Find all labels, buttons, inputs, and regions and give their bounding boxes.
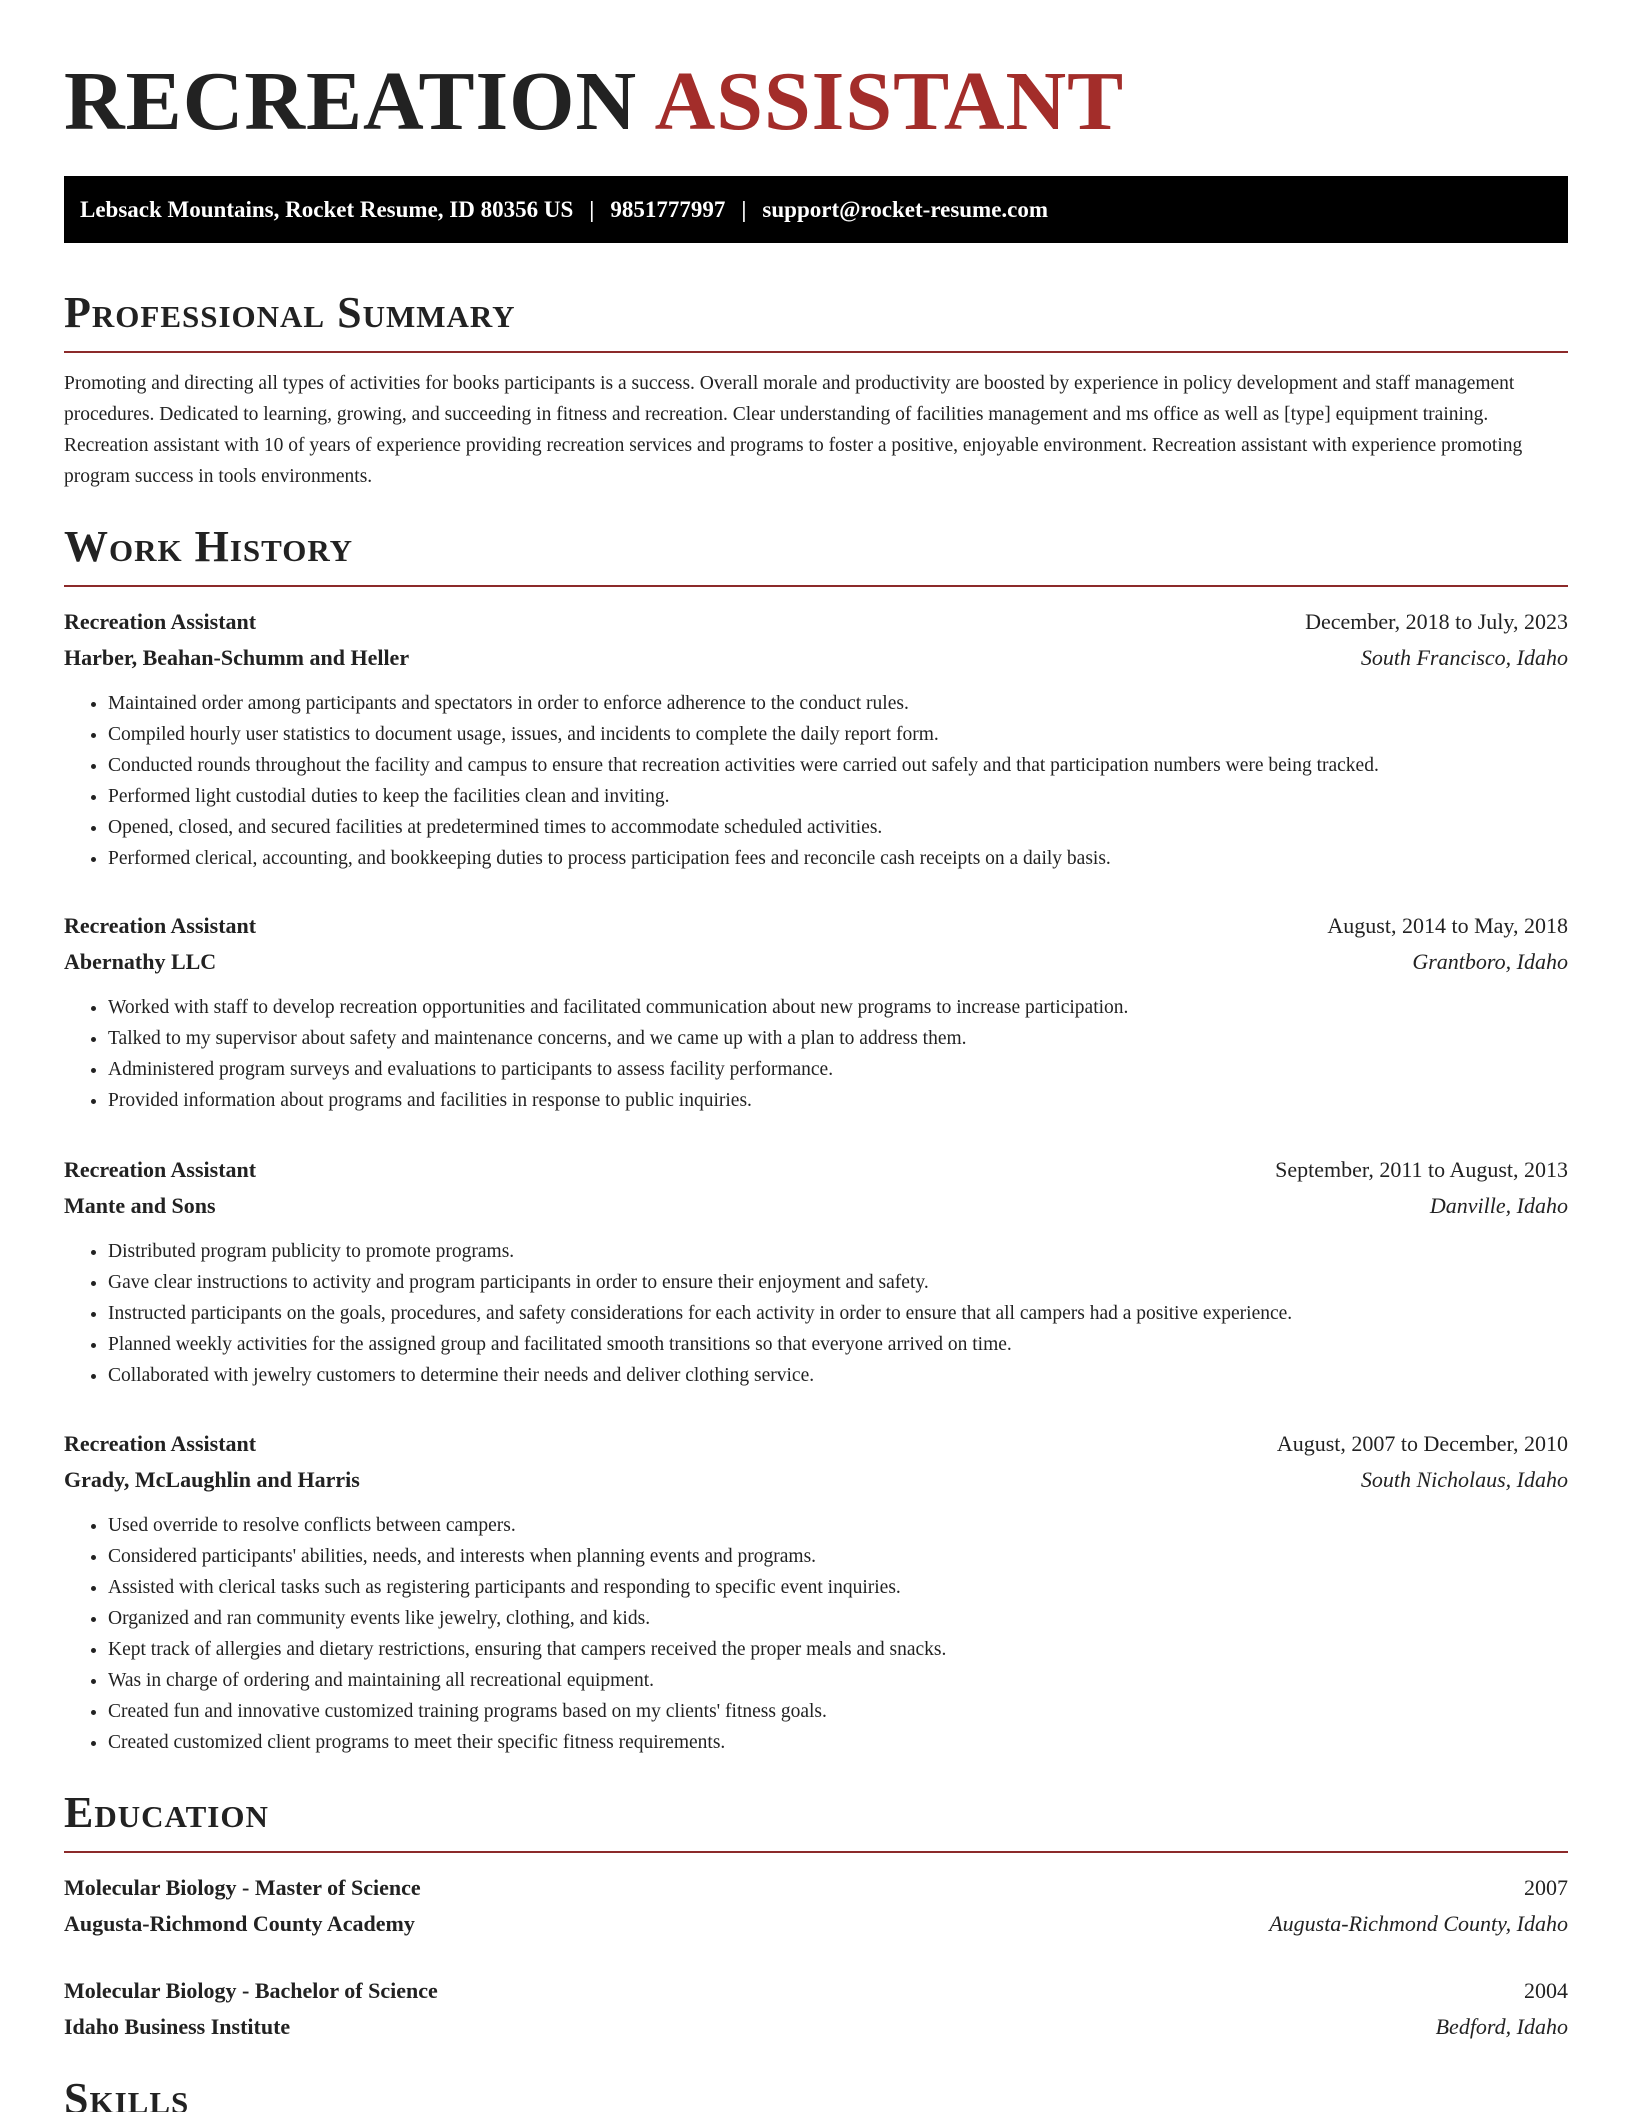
contact-address: Lebsack Mountains, Rocket Resume, ID 80356 US <box>80 196 574 222</box>
job-location: South Francisco, Idaho <box>1360 645 1568 670</box>
education-heading: Education <box>64 1788 269 1837</box>
education-divider <box>64 1851 1568 1853</box>
job-company: Harber, Beahan-Schumm and Heller <box>64 645 410 670</box>
contact-separator: | <box>741 196 747 222</box>
education-year: 2007 <box>1524 1875 1568 1900</box>
contact-phone: 9851777997 <box>610 196 726 222</box>
job-duty: • Collaborated with jewelry customers to determine their needs and deliver clothing service. <box>108 1360 1568 1391</box>
job-duty: • Created fun and innovative customized training programs based on my clients' fitness goals. <box>108 1696 1568 1727</box>
job-role: Recreation Assistant <box>64 913 257 938</box>
job-duty: • Organized and ran community events like jewelry, clothing, and kids. <box>108 1603 1568 1634</box>
skills-heading: Skills <box>64 2074 190 2112</box>
education-school: Augusta-Richmond County Academy <box>64 1911 415 1936</box>
education-degree: Molecular Biology - Bachelor of Science <box>64 1978 438 2003</box>
job-entry <box>64 908 1568 1116</box>
title-second-word: ASSISTANT <box>654 55 1125 148</box>
job-duties-list <box>64 1510 1568 1758</box>
job-dates: August, 2014 to May, 2018 <box>1327 913 1568 938</box>
job-duty: • Conducted rounds throughout the facility and campus to ensure that recreation activities were carried out safely and that participation numbers were being tracked. <box>108 750 1568 781</box>
job-role: Recreation Assistant <box>64 1431 257 1456</box>
contact-bar <box>64 176 1568 243</box>
job-duty: • Performed clerical, accounting, and bookkeeping duties to process participation fees and reconcile cash receipts on a daily basis. <box>108 843 1568 874</box>
job-entry <box>64 1152 1568 1391</box>
job-duty: • Provided information about programs and facilities in response to public inquiries. <box>108 1085 1568 1116</box>
job-location: South Nicholaus, Idaho <box>1360 1467 1568 1492</box>
job-duties-list <box>64 1236 1568 1391</box>
contact-separator: | <box>589 196 595 222</box>
education-location: Augusta-Richmond County, Idaho <box>1269 1911 1568 1936</box>
job-entry <box>64 1426 1568 1758</box>
education-location: Bedford, Idaho <box>1435 2014 1568 2039</box>
education-school: Idaho Business Institute <box>64 2014 291 2039</box>
job-location: Grantboro, Idaho <box>1412 949 1568 974</box>
job-duty: • Considered participants' abilities, needs, and interests when planning events and programs. <box>108 1541 1568 1572</box>
job-duty: • Was in charge of ordering and maintaining all recreational equipment. <box>108 1665 1568 1696</box>
education-entry <box>64 1973 1568 2045</box>
job-duty: • Instructed participants on the goals, procedures, and safety considerations for each activity in order to ensure that all campers had a positive experience. <box>108 1298 1568 1329</box>
job-duty: • Administered program surveys and evaluations to participants to assess facility performance. <box>108 1054 1568 1085</box>
job-duty: • Planned weekly activities for the assigned group and facilitated smooth transitions so that everyone arrived on time. <box>108 1329 1568 1360</box>
job-duty: • Worked with staff to develop recreation opportunities and facilitated communication about new programs to increase participation. <box>108 992 1568 1023</box>
resume-title <box>64 52 1124 152</box>
job-role: Recreation Assistant <box>64 609 257 634</box>
job-company: Mante and Sons <box>64 1193 216 1218</box>
job-duty: • Distributed program publicity to promote programs. <box>108 1236 1568 1267</box>
work-history-heading: Work History <box>64 522 354 571</box>
education-degree: Molecular Biology - Master of Science <box>64 1875 421 1900</box>
job-dates: September, 2011 to August, 2013 <box>1275 1157 1568 1182</box>
contact-email: support@rocket-resume.com <box>762 196 1049 222</box>
job-duty: • Talked to my supervisor about safety and maintenance concerns, and we came up with a plan to address them. <box>108 1023 1568 1054</box>
job-role: Recreation Assistant <box>64 1157 257 1182</box>
job-location: Danville, Idaho <box>1429 1193 1568 1218</box>
job-duty: • Used override to resolve conflicts between campers. <box>108 1510 1568 1541</box>
job-duty: • Kept track of allergies and dietary restrictions, ensuring that campers received the proper meals and snacks. <box>108 1634 1568 1665</box>
job-duties-list <box>64 992 1568 1116</box>
job-company: Abernathy LLC <box>64 949 217 974</box>
job-duty: • Created customized client programs to meet their specific fitness requirements. <box>108 1727 1568 1758</box>
job-duties-list <box>64 688 1568 874</box>
job-duty: • Maintained order among participants and spectators in order to enforce adherence to the conduct rules. <box>108 688 1568 719</box>
work-history-divider <box>64 585 1568 587</box>
job-duty: • Performed light custodial duties to keep the facilities clean and inviting. <box>108 781 1568 812</box>
education-entry <box>64 1870 1568 1942</box>
summary-divider <box>64 351 1568 353</box>
summary-text: Promoting and directing all types of activities for books participants is a success. Overall morale and productivity are boosted by experience in policy development and staff management procedures. Dedicated to learning, growing, and succeeding in fitness and recreation. Clear understanding of facilities management and ms office as well as [type] equipment training. Recreation assistant with 10 of years of experience providing recreation services and programs to foster a positive, enjoyable environment. Recreation assistant with experience promoting program success in tools environments. <box>64 373 1523 487</box>
job-duty: • Opened, closed, and secured facilities at predetermined times to accommodate scheduled activities. <box>108 812 1568 843</box>
job-entry <box>64 604 1568 874</box>
job-duty: • Assisted with clerical tasks such as registering participants and responding to specific event inquiries. <box>108 1572 1568 1603</box>
job-duty: • Compiled hourly user statistics to document usage, issues, and incidents to complete the daily report form. <box>108 719 1568 750</box>
summary-heading: Professional Summary <box>64 288 516 337</box>
job-company: Grady, McLaughlin and Harris <box>64 1467 360 1492</box>
job-dates: August, 2007 to December, 2010 <box>1276 1431 1568 1456</box>
job-dates: December, 2018 to July, 2023 <box>1305 609 1568 634</box>
education-year: 2004 <box>1524 1978 1568 2003</box>
job-duty: • Gave clear instructions to activity and program participants in order to ensure their enjoyment and safety. <box>108 1267 1568 1298</box>
title-first-word: RECREATION <box>64 55 638 148</box>
